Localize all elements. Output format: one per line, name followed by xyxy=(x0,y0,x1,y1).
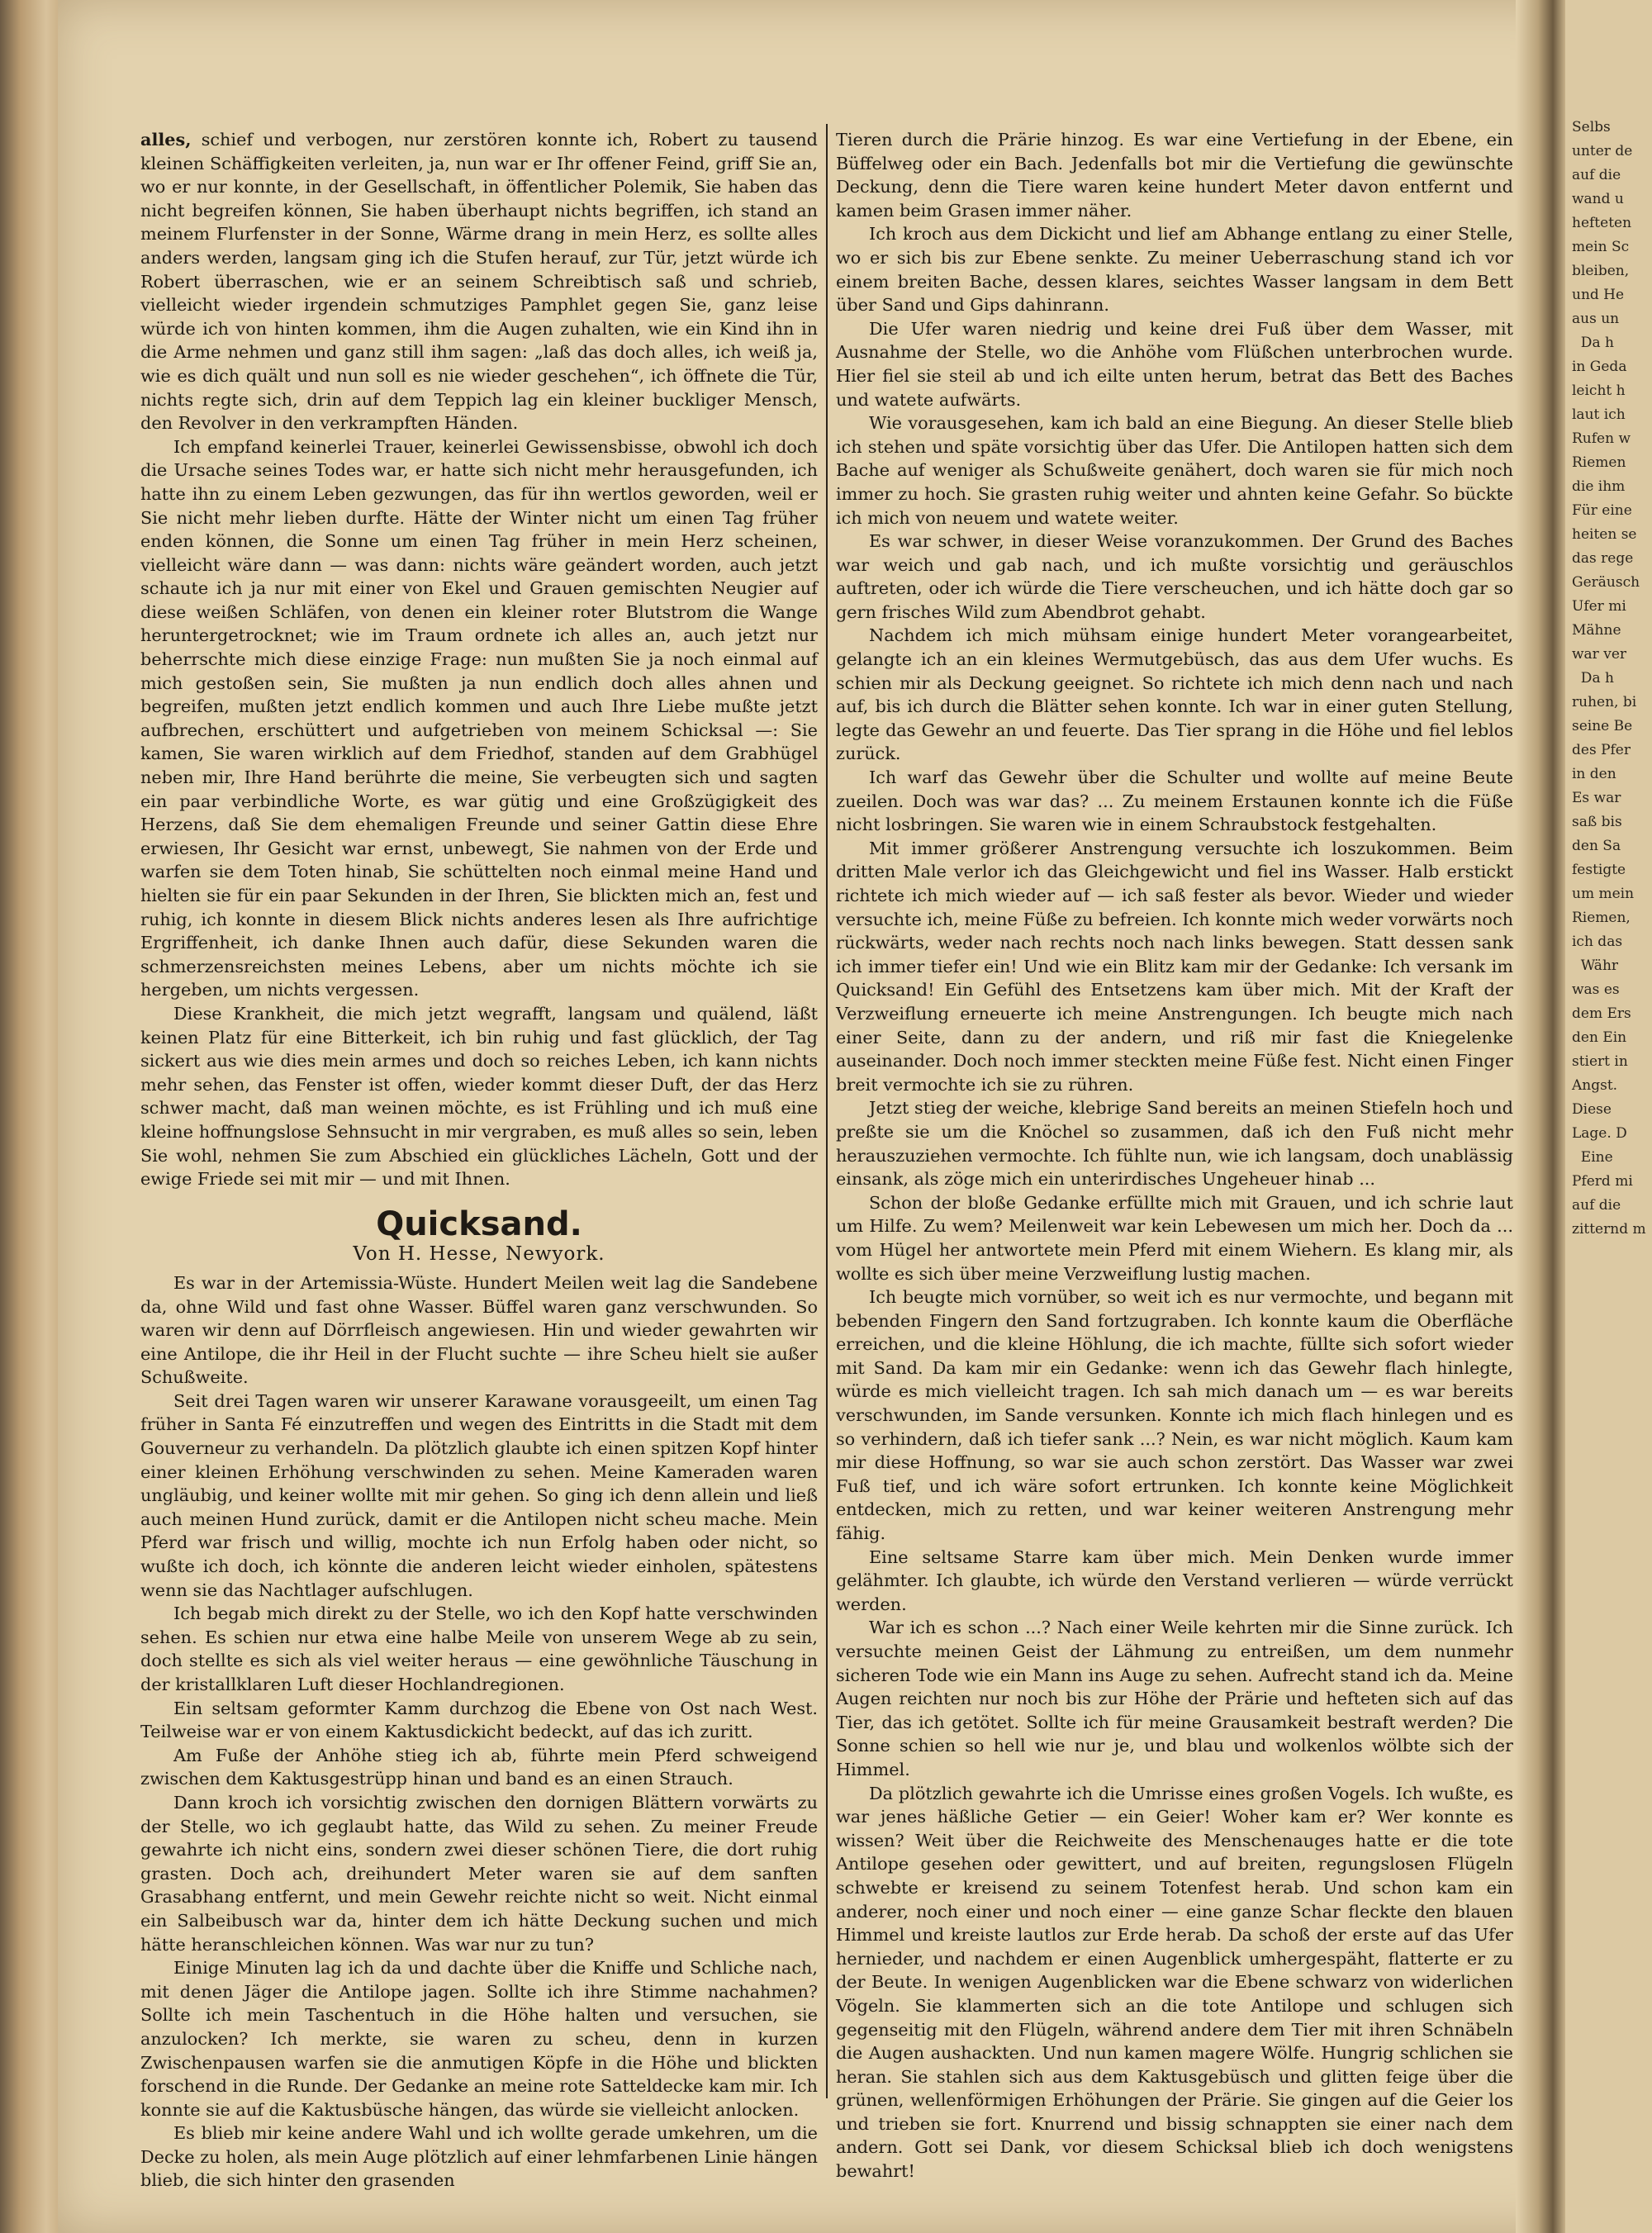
article2-byline: Von H. Hesse, Newyork. xyxy=(353,1243,605,1266)
article2-paragraph: Am Fuße der Anhöhe stieg ich ab, führte mein Pferd schweigend zwischen dem Kaktusgestrüpp hinan und band es an einen Strauch. xyxy=(140,1745,818,1789)
article2-paragraph: Ein seltsam geformter Kamm durchzog die Ebene von Ost nach West. Teilweise war er von einem Kaktusdickicht bedeckt, auf das ich zuritt. xyxy=(140,1698,818,1742)
article1-paragraph-1 xyxy=(140,128,818,435)
article1-paragraph-3: Diese Krankheit, die mich jetzt wegrafft, langsam und quälend, läßt keinen Platz für eine Bitterkeit, ich bin ruhig und fast glücklich, der Tag sickert aus wie dies mein armes und doch so reiches Leben, ich kann nichts mehr sehen, das Fenster ist offen, wieder kommt dieser Duft, der das Herz schwer macht, daß man weinen möchte, es ist Frühling und ich muß eine kleine hoffnungslose Sehnsucht in mir vergraben, es muß alles so sein, leben Sie wohl, nehmen Sie zum Abschied ein glückliches Lächeln, Gott und der ewige Friede sei mit mir — und mit Ihnen. xyxy=(140,1003,818,1190)
article2-paragraph: Die Ufer waren niedrig und keine drei Fuß über dem Wasser, mit Ausnahme der Stelle, wo die Anhöhe vom Flüßchen unterbrochen wurde. Hier fiel sie steil ab und ich eilte unten herum, betrat das Bett des Baches und watete aufwärts. xyxy=(836,318,1513,410)
left-column xyxy=(140,128,818,2193)
article2-paragraph: Seit drei Tagen waren wir unserer Karawane vorausgeeilt, um einen Tag früher in Santa Fé einzutreffen und wegen des Eintritts in die Stadt mit dem Gouverneur zu verhandeln. Da plötzlich glaubte ich einen spitzen Kopf hinter einer kleinen Erhöhung verschwinden zu sehen. Meine Kameraden waren ungläubig, und keiner wollte mit mir gehen. So ging ich denn allein und ließ auch meinen Hund zurück, damit er die Antilopen nicht scheu mache. Mein Pferd war frisch und willig, mochte ich nun Erfolg haben oder nicht, so wußte ich doch, ich könnte die anderen leicht wieder einholen, spätestens wenn sie das Nachtlager aufschlugen. xyxy=(140,1390,818,1600)
article2-paragraph: Ich kroch aus dem Dickicht und lief am Abhange entlang zu einer Stelle, wo er sich bis zur Ebene senkte. Zu meiner Ueberraschung stand ich vor einem breiten Bache, dessen klares, seichtes Wasser langsam in dem Bett über Sand und Gips dahinrann. xyxy=(836,224,1513,316)
column-divider xyxy=(826,124,828,2098)
article2-paragraph: Nachdem ich mich mühsam einige hundert Meter vorangearbeitet, gelangte ich an ein kleines Wermutgebüsch, das aus dem Ufer wuchs. Es schien mir als Deckung geeignet. So richtete ich mich denn nach und nach auf, bis ich durch die Blätter sehen konnte. Ich war in einer guten Stellung, legte das Gewehr an und feuerte. Das Tier sprang in die Höhe und fiel leblos zurück. xyxy=(836,625,1513,764)
article2-paragraph: Mit immer größerer Anstrengung versuchte ich loszukommen. Beim dritten Male verlor ich das Gleichgewicht und fiel ins Wasser. Halb erstickt richtete ich mich wieder auf — ich saß fester als bevor. Wieder und wieder versuchte ich, meine Füße zu befreien. Ich konnte mich weder vorwärts noch rückwärts, weder nach rechts noch nach links bewegen. Statt dessen sank ich immer tiefer ein! Und wie ein Blitz kam mir der Gedanke: Ich versank im Quicksand! Ein Gefühl des Entsetzens kam über mich. Mit der Kraft der Verzweiflung erneuerte ich meine Anstrengungen. Ich beugte mich nach einer Seite, dann zu der andern, und riß mir fast die Kniegelenke auseinander. Doch noch immer steckten meine Füße fest. Nicht einen Finger breit vermochte ich sie zu rühren. xyxy=(836,838,1513,1095)
facing-page-fragments: Selbs unter de auf die wand u hefteten mein Sc bleiben, und He aus un Da h in Geda leicht h laut ich Rufen w Riemen die ihm Für eine heiten se das rege Geräusch Ufer mi Mähne war ver Da h ruhen, bi seine Be des Pfer in den Es war saß bis den Sa festigte um mein Riemen, ich das Währ was es dem Ers den Ein stiert in Angst. Diese Lage. D Eine Pferd mi auf die zitternd m xyxy=(1572,119,1646,1238)
article2-paragraph: Jetzt stieg der weiche, klebrige Sand bereits an meinen Stiefeln hoch und preßte sie um die Knöchel so zusammen, daß ich den Fuß nicht mehr herauszuziehen vermochte. Ich fühlte nun, wie ich langsam, doch unablässig einsank, als zöge mich ein unterirdisches Ungeheuer hinab ... xyxy=(836,1098,1513,1190)
article2-paragraph: Es blieb mir keine andere Wahl und ich wollte gerade umkehren, um die Decke zu holen, als mein Auge plötzlich auf einer lehmfarbenen Linie hängen blieb, die sich hinter den grasenden xyxy=(140,2123,818,2191)
article2-paragraph: Schon der bloße Gedanke erfüllte mich mit Grauen, und ich schrie laut um Hilfe. Zu wem? Meilenweit war kein Lebewesen um mich her. Doch da ... vom Hügel her antwortete mein Pferd mit einem Wiehern. Es klang mir, als wollte es sich über meine Verzweiflung lustig machen. xyxy=(836,1192,1513,1284)
article2-title: Quicksand. xyxy=(376,1204,582,1243)
article2-paragraph: Es war schwer, in dieser Weise voranzukommen. Der Grund des Baches war weich und gab nach, und ich mußte vorsichtig und geräuschlos auftreten, oder ich würde die Tiere verscheuchen, und ich hätte doch gar so gern frisches Wild zum Abendbrot gehabt. xyxy=(836,531,1513,622)
page-gutter xyxy=(1516,0,1565,2233)
right-column xyxy=(836,128,1513,2183)
article1-paragraph-1-text: schief und verbogen, nur zerstören konnte ich, Robert zu tausend kleinen Schäffigkeiten verleiten, ja, nun war er Ihr offener Feind, griff Sie an, wo er nur konnte, in der Gesellschaft, in öffentlicher Polemik, Sie haben das nicht begreifen können, Sie haben überhaupt nichts begriffen, ich stand an meinem Flurfenster in der Sonne, Wärme drang in mein Herz, es sollte alles anders werden, langsam ging ich die Stufen herauf, zur Tür, jetzt würde ich Robert überraschen, wie er an seinem Schreibtisch saß und schrieb, vielleicht wieder irgendein schmutziges Pamphlet gegen Sie, ganz leise würde ich von hinten kommen, ihm die Augen zuhalten, wie ein Kind ihn in die Arme nehmen und ganz still ihm sagen: „laß das doch alles, ich weiß ja, wie es dich quält und nun soll es nie wieder geschehen“, ich öffnete die Tür, nichts regte sich, drin auf dem Teppich lag ein kleiner buckliger Mensch, den Revolver in den verkrampften Händen. xyxy=(140,130,818,434)
article2-paragraph: Da plötzlich gewahrte ich die Umrisse eines großen Vogels. Ich wußte, es war jenes häßliche Getier — ein Geier! Woher kam er? Wer konnte es wissen? Weit über die Reichweite des Menschenauges hatte er die tote Antilope gesehen oder gewittert, und auf breiten, regungslosen Flügeln schwebte er kreisend zu seinem Totenfest herab. Und schon kam ein anderer, noch einer und noch einer — eine ganze Schar fleckte den blauen Himmel und kreiste lautlos zur Erde herab. Da schoß der erste auf das Ufer hernieder, und nachdem er einen Augenblick umhergespäht, flatterte er zu der Beute. In wenigen Augenblicken war die Ebene schwarz von widerlichen Vögeln. Sie klammerten sich an die tote Antilope und schlugen sich gegenseitig mit den Flügeln, während andere dem Tier mit ihren Schnäbeln die Augen aushackten. Und nun kamen magere Wölfe. Hungrig schlichen sie heran. Sie stahlen sich aus dem Kaktusgebüsch und glitten feige über die grünen, wellenförmigen Erhöhungen der Prärie. Sie gingen auf die Geier los und trieben sie fort. Knurrend und bissig schnappten sie einer nach dem andern. Gott sei Dank, vor diesem Schicksal blieb ich doch wenigstens bewahrt! xyxy=(836,1783,1513,2182)
article2-paragraph: Eine seltsame Starre kam über mich. Mein Denken wurde immer gelähmter. Ich glaubte, ich würde den Verstand verlieren — würde verrückt werden. xyxy=(836,1546,1513,1614)
article2-paragraph: Einige Minuten lag ich da und dachte über die Kniffe und Schliche nach, mit denen Jäger die Antilope jagen. Sollte ich ihre Stimme nachahmen? Sollte ich mein Taschentuch in die Höhe halten und versuchen, sie anzulocken? Ich merkte, sie waren zu scheu, denn in kurzen Zwischenpausen warfen sie die anmutigen Köpfe in die Höhe und blickten forschend in die Runde. Der Gedanke an meine rote Satteldecke kam mir. Ich konnte sie auf die Kaktusbüsche hängen, das würde sie vielleicht anlocken. xyxy=(140,1958,818,2120)
article2-paragraph: Tieren durch die Prärie hinzog. Es war eine Vertiefung in der Ebene, ein Büffelweg oder ein Bach. Jedenfalls bot mir die Vertiefung die gewünschte Deckung, denn die Tiere waren keine hundert Meter davon entfernt und kamen beim Grasen immer näher. xyxy=(836,130,1513,221)
article2-paragraph: Es war in der Artemissia-Wüste. Hundert Meilen weit lag die Sandebene da, ohne Wild und fast ohne Wasser. Büffel waren ganz verschwunden. So waren wir denn auf Dörrfleisch angewiesen. Hin und wieder gewahrten wir eine Antilope, die ihr Heil in der Flucht suchte — ihre Scheu hielt sie außer Schußweite. xyxy=(140,1272,818,1388)
article1-lead-word: alles, xyxy=(140,129,192,150)
article2-paragraph: Ich begab mich direkt zu der Stelle, wo ich den Kopf hatte verschwinden sehen. Es schien nur etwa eine halbe Meile von unserem Wege ab zu sein, doch stellte es sich als viel weiter heraus — eine gewöhnliche Täuschung in der kristallklaren Luft dieser Hochlandregionen. xyxy=(140,1603,818,1694)
article2-paragraph: Dann kroch ich vorsichtig zwischen den dornigen Blättern vorwärts zu der Stelle, wo ich geglaubt hatte, das Wild zu sehen. Zu meiner Freude gewahrte ich nicht eins, sondern zwei dieser schönen Tiere, die dort ruhig grasten. Doch ach, dreihundert Meter waren sie auf dem sanften Grasabhang entfernt, und mein Gewehr reichte nicht so weit. Nicht einmal ein Salbeibusch war da, hinter dem ich hätte Deckung suchen und mich hätte heranschleichen können. Was war nur zu tun? xyxy=(140,1792,818,1955)
facing-page-edge xyxy=(1565,0,1652,2233)
article2-paragraph: Ich beugte mich vornüber, so weit ich es nur vermochte, und begann mit bebenden Fingern den Sand fortzugraben. Ich konnte kaum die Oberfläche erreichen, und die kleine Höhlung, die ich machte, füllte sich sofort wieder mit Sand. Da kam mir ein Gedanke: wenn ich das Gewehr flach hinlegte, würde es mich vielleicht tragen. Ich sah mich danach um — es war bereits verschwunden, im Sande versunken. Konnte ich mich flach hinlegen und es so verhindern, daß ich tiefer sank ...? Nein, es war nicht möglich. Kaum kam mir diese Hoffnung, so war sie auch schon zerstört. Das Wasser war zwei Fuß tief, und ich wäre sofort ertrunken. Ich konnte keine Möglichkeit entdecken, mich zu retten, und war keiner weiteren Anstrengung mehr fähig. xyxy=(836,1287,1513,1544)
article1-paragraph-2: Ich empfand keinerlei Trauer, keinerlei Gewissensbisse, obwohl ich doch die Ursache seines Todes war, er hatte sich nicht mehr herausgefunden, ich hatte ihn zu einem Leben gezwungen, das für ihn wertlos geworden, weil er Sie nicht mehr lieben durfte. Hätte der Winter nicht um einen Tag früher enden können, die Sonne um einen Tag früher in mein Herz scheinen, vielleicht wäre dann — was dann: nichts wäre geändert worden, auch jetzt schaute ich ja nur mit einer von Ekel und Grauen gemischten Neugier auf diese weißen Schläfen, von denen ein kleiner roter Blutstrom die Wange heruntergetrocknet; wie im Traum ordnete ich alles an, auch jetzt nur beherrschte mich diese einzige Frage: nun mußten Sie ja noch einmal auf mich gestoßen sein, Sie mußten ja nun endlich doch alles ahnen und begreifen, mußten jetzt endlich kommen und auch Ihre Liebe mußte jetzt aufbrechen, erschüttert und aufgetrieben von meinem Schicksal —: Sie kamen, Sie waren wirklich auf dem Friedhof, standen auf dem Grabhügel neben mir, Ihre Hand berührte die meine, Sie verbeugten sich und sagten ein paar verbindliche Worte, es war gütig und eine Großzügigkeit des Herzens, daß Sie dem ehemaligen Freunde und seiner Gattin diese Ehre erwiesen, Ihr Gesicht war ernst, unbewegt, Sie nahmen von der Erde und warfen sie dem Toten hinab, Sie schüttelten noch einmal meine Hand und hielten sie für ein paar Sekunden in der Ihren, Sie blickten mich an, fest und ruhig, ich konnte in diesem Blick nichts anderes lesen als Ihre aufrichtige Ergriffenheit, ich danke Ihnen auch dafür, diese Sekunden waren die schmerzensreichsten meines Lebens, aber um nichts möchte ich sie hergeben, um nichts vergessen. xyxy=(140,436,818,1000)
article2-paragraph: Wie vorausgesehen, kam ich bald an eine Biegung. An dieser Stelle blieb ich stehen und späte vorsichtig über das Ufer. Die Antilopen hatten sich dem Bache auf weniger als Schußweite genähert, doch waren sie für mich noch immer zu hoch. Sie grasten ruhig weiter und ahnten keine Gefahr. So bückte ich mich von neuem und watete weiter. xyxy=(836,413,1513,528)
article2-paragraph: Ich warf das Gewehr über die Schulter und wollte auf meine Beute zueilen. Doch was war das? ... Zu meinem Erstaunen konnte ich die Füße nicht losbringen. Sie waren wie in einem Schraubstock festgehalten. xyxy=(836,767,1513,835)
binding-edge-left xyxy=(0,0,58,2233)
article2-paragraph: War ich es schon ...? Nach einer Weile kehrten mir die Sinne zurück. Ich versuchte meinen Geist der Lähmung zu entreißen, um dem nunmehr sicheren Tode wie ein Mann ins Auge zu sehen. Aufrecht stand ich da. Meine Augen reichten nur noch bis zur Höhe der Prärie und hefteten sich auf das Tier, das ich getötet. Sollte ich für meine Grausamkeit bestraft werden? Die Sonne schien so hell wie nur je, und blau und wolkenlos wölbte sich der Himmel. xyxy=(836,1618,1513,1779)
